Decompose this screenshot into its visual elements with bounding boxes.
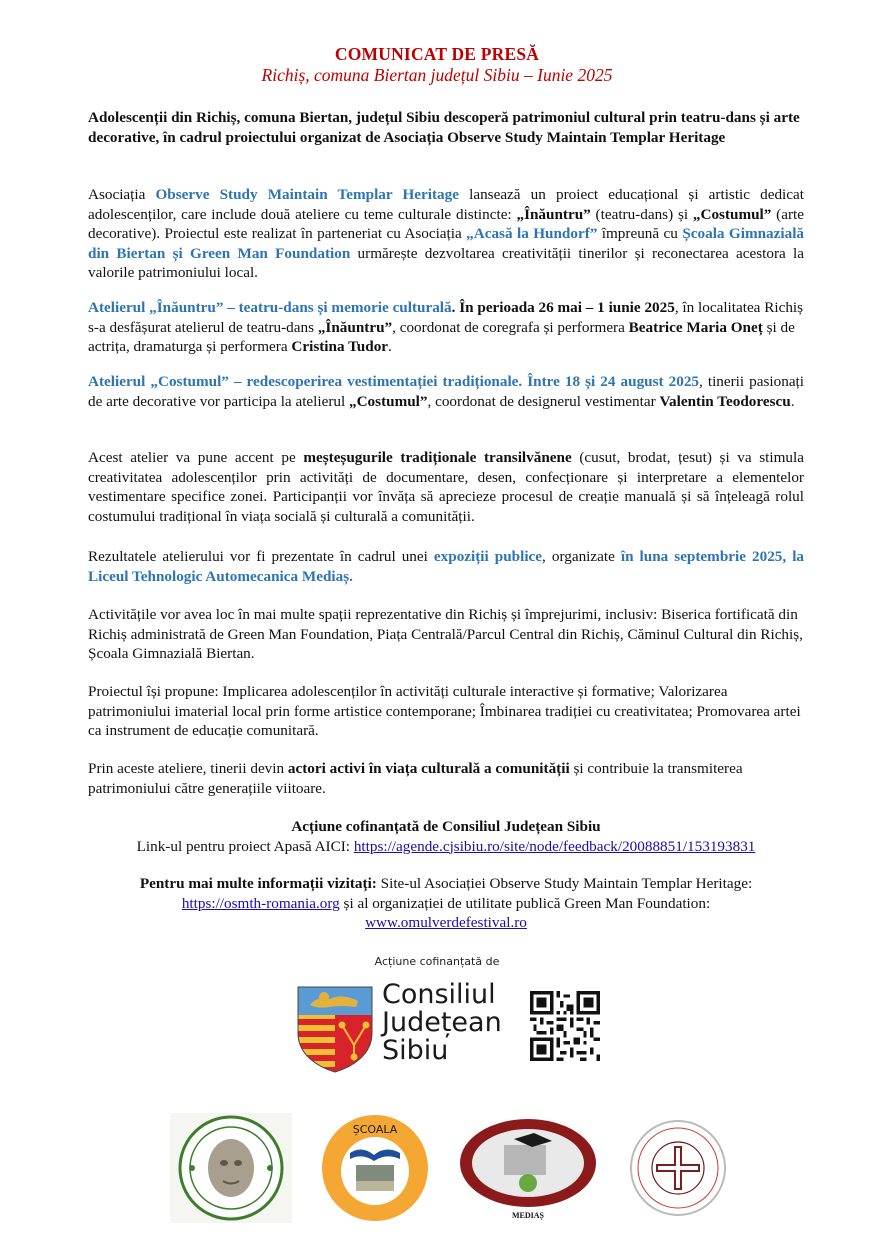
text: Rezultatele atelierului vor fi prezentate în cadrul unei [88, 548, 434, 565]
cjs-logo [296, 979, 606, 1075]
person-name: Beatrice Maria Oneț [628, 318, 763, 336]
liceul-automecanica-logo [458, 1117, 598, 1227]
text: Acest atelier va pune accent pe [88, 449, 304, 466]
lead-paragraph [88, 108, 804, 147]
liceul-tehnologic-automecanica-icon [458, 1117, 598, 1222]
text: . [388, 338, 392, 356]
text: Site-ul Asociației Observe Study Maintain Templar Heritage: [376, 875, 753, 892]
funding-block [88, 817, 804, 856]
qr-code-icon[interactable] [530, 991, 600, 1061]
workshop1-paragraph [88, 298, 804, 357]
text: , în localitatea Richiș s-a desfășurat atelierul de teatru-dans [88, 299, 804, 336]
person-name: Cristina Tudor [291, 338, 389, 356]
person-name: Valentin Teodorescu [659, 392, 791, 410]
text: . În perioada [451, 299, 539, 316]
results-paragraph [88, 547, 804, 586]
project-link[interactable]: https://agende.cjsibiu.ro/site/node/feedback/20088851/153193831 [353, 837, 756, 855]
text: . [790, 392, 795, 410]
more-info-block [88, 874, 804, 933]
logo-text: MEDIAȘ [511, 1211, 545, 1220]
intro-text: (arte decorative). Proiectul este realizat în parteneriat cu Asociația [88, 205, 804, 243]
scoala-gimnaziala-biertan-icon [318, 1113, 432, 1223]
logo-caption: Acțiune cofinanțată de [374, 955, 500, 968]
text: și de actrița, dramaturga și performera [88, 318, 795, 356]
omulverde-link[interactable]: www.omulverdefestival.ro [365, 914, 527, 932]
partner-name: Școala Gimnazială din Biertan și Green Man Foundation [88, 225, 805, 262]
cjs-line: Județean [382, 1007, 502, 1038]
project-link-label: Link-ul pentru proiect Apasă AICI: [136, 837, 354, 855]
text: Prin aceste ateliere, tinerii devin [88, 760, 288, 777]
osmth-logo [628, 1113, 728, 1228]
goals-text: Proiectul își propune: Implicarea adolescenților în activități culturale interactive și formative; Valorizarea patrimoniului imaterial local prin forme artistice contemporane; Îmbinarea tradiției cu creativitatea; Promovarea artei ca instrument de educație comunitară. [88, 683, 801, 740]
venues-text: Activitățile vor avea loc în mai multe spații reprezentative din Richiș și împrejurimi, inclusiv: Biserica fortificată din Richiș administrată de Green Man Foundation, Piața Centrală/Parcul Central din Richiș, Căminul Cultural din Richiș, Școala Gimnazială Biertan. [88, 606, 803, 663]
green-man-foundation-icon [170, 1113, 292, 1223]
funding-line: Acțiune cofinanțată de Consiliul Județean Sibiu [291, 818, 601, 835]
workshop-name: „Înăuntru” [516, 205, 591, 223]
page-subtitle: Richiș, comuna Biertan județul Sibiu – Iunie 2025 [261, 65, 613, 85]
workshop1-heading: Atelierul „Înăuntru” – teatru-dans și memorie culturală [88, 299, 452, 316]
partner-name: „Acasă la Hundorf” [466, 225, 598, 243]
cjs-line: Sibiu [382, 1035, 449, 1066]
lead-text: Adolescenții din Richiș, comuna Biertan, județul Sibiu descoperă patrimoniul cultural prin teatru-dans și arte decorative, în cadrul proiectului organizat de Asociația Observe Study Maintain Templar Heritage [88, 109, 800, 146]
text: , coordonat de designerul vestimentar [427, 392, 660, 410]
org-name: Observe Study Maintain Templar Heritage [155, 186, 459, 203]
scoala-biertan-logo [318, 1113, 432, 1228]
more-info-label: Pentru mai multe informații vizitați: [139, 875, 377, 892]
workshop1-dates: 26 mai – 1 iunie 2025 [538, 299, 675, 316]
text: , coordonat de coregrafa și performera [392, 318, 629, 336]
intro-paragraph [88, 185, 804, 283]
text: (cusut, brodat, țesut) și va stimula creativitatea adolescenților prin activități de documentare, desen, confecționare și interpretare a elementelor vestimentare specifice zonei. Participanții vor învăța să aprecieze procesul de creație manuală și să înțeleagă rolul costumului tradițional în viața socială și culturală a comunității. [88, 449, 804, 525]
osmth-seal-icon [628, 1113, 728, 1223]
cjs-wordmark [382, 981, 502, 1065]
cjs-line: Consiliul [382, 979, 496, 1010]
text: , organizate [542, 548, 621, 565]
exhibition-highlight: expoziții publice [433, 548, 543, 565]
workshop-name: „Costumul” [692, 205, 772, 223]
workshop2-heading: Atelierul „Costumul” – redescoperirea vestimentației tradiționale. Între 18 și 24 august 2025 [88, 373, 700, 390]
intro-text: împreună cu [597, 225, 683, 243]
text: , tinerii pasionați de arte decorative vor participa la atelierul [88, 373, 804, 410]
exhibition-location: în luna septembrie 2025, la Liceul Tehnologic Automecanica Mediaș. [88, 548, 805, 585]
logo-text: ȘCOALA [352, 1123, 398, 1136]
intro-text: lansează un proiect educațional și artistic dedicat adolescenților, care include două ateliere cu teme culturale distincte: [88, 186, 804, 223]
intro-text: (teatru-dans) și [590, 205, 693, 223]
closing-highlight: actori activi în viața culturală a comunității [287, 760, 570, 777]
intro-text: Asociația [88, 186, 156, 203]
sibiu-coat-of-arms-icon [296, 985, 374, 1073]
goals-paragraph [88, 682, 804, 741]
text: și al organizației de utilitate publică Green Man Foundation: [339, 894, 711, 912]
intro-text: urmărește dezvoltarea creativității tinerilor și reconectarea acestora la valorile patrimoniului local. [88, 244, 804, 282]
page-title: COMUNICAT DE PRESĂ [334, 44, 540, 64]
green-man-foundation-logo [170, 1113, 292, 1228]
workshop2-paragraph [88, 372, 804, 411]
venues-paragraph [88, 605, 804, 664]
osmth-link[interactable]: https://osmth-romania.org [181, 894, 340, 912]
closing-paragraph [88, 759, 804, 798]
crafts-highlight: meșteșugurile tradiționale transilvănene [303, 449, 572, 466]
workshop-name: „Costumul” [349, 392, 428, 410]
text: și contribuie la transmiterea patrimoniului către generațiile viitoare. [88, 760, 743, 797]
workshop-name: „Înăuntru” [317, 318, 393, 336]
crafts-paragraph [88, 448, 804, 526]
